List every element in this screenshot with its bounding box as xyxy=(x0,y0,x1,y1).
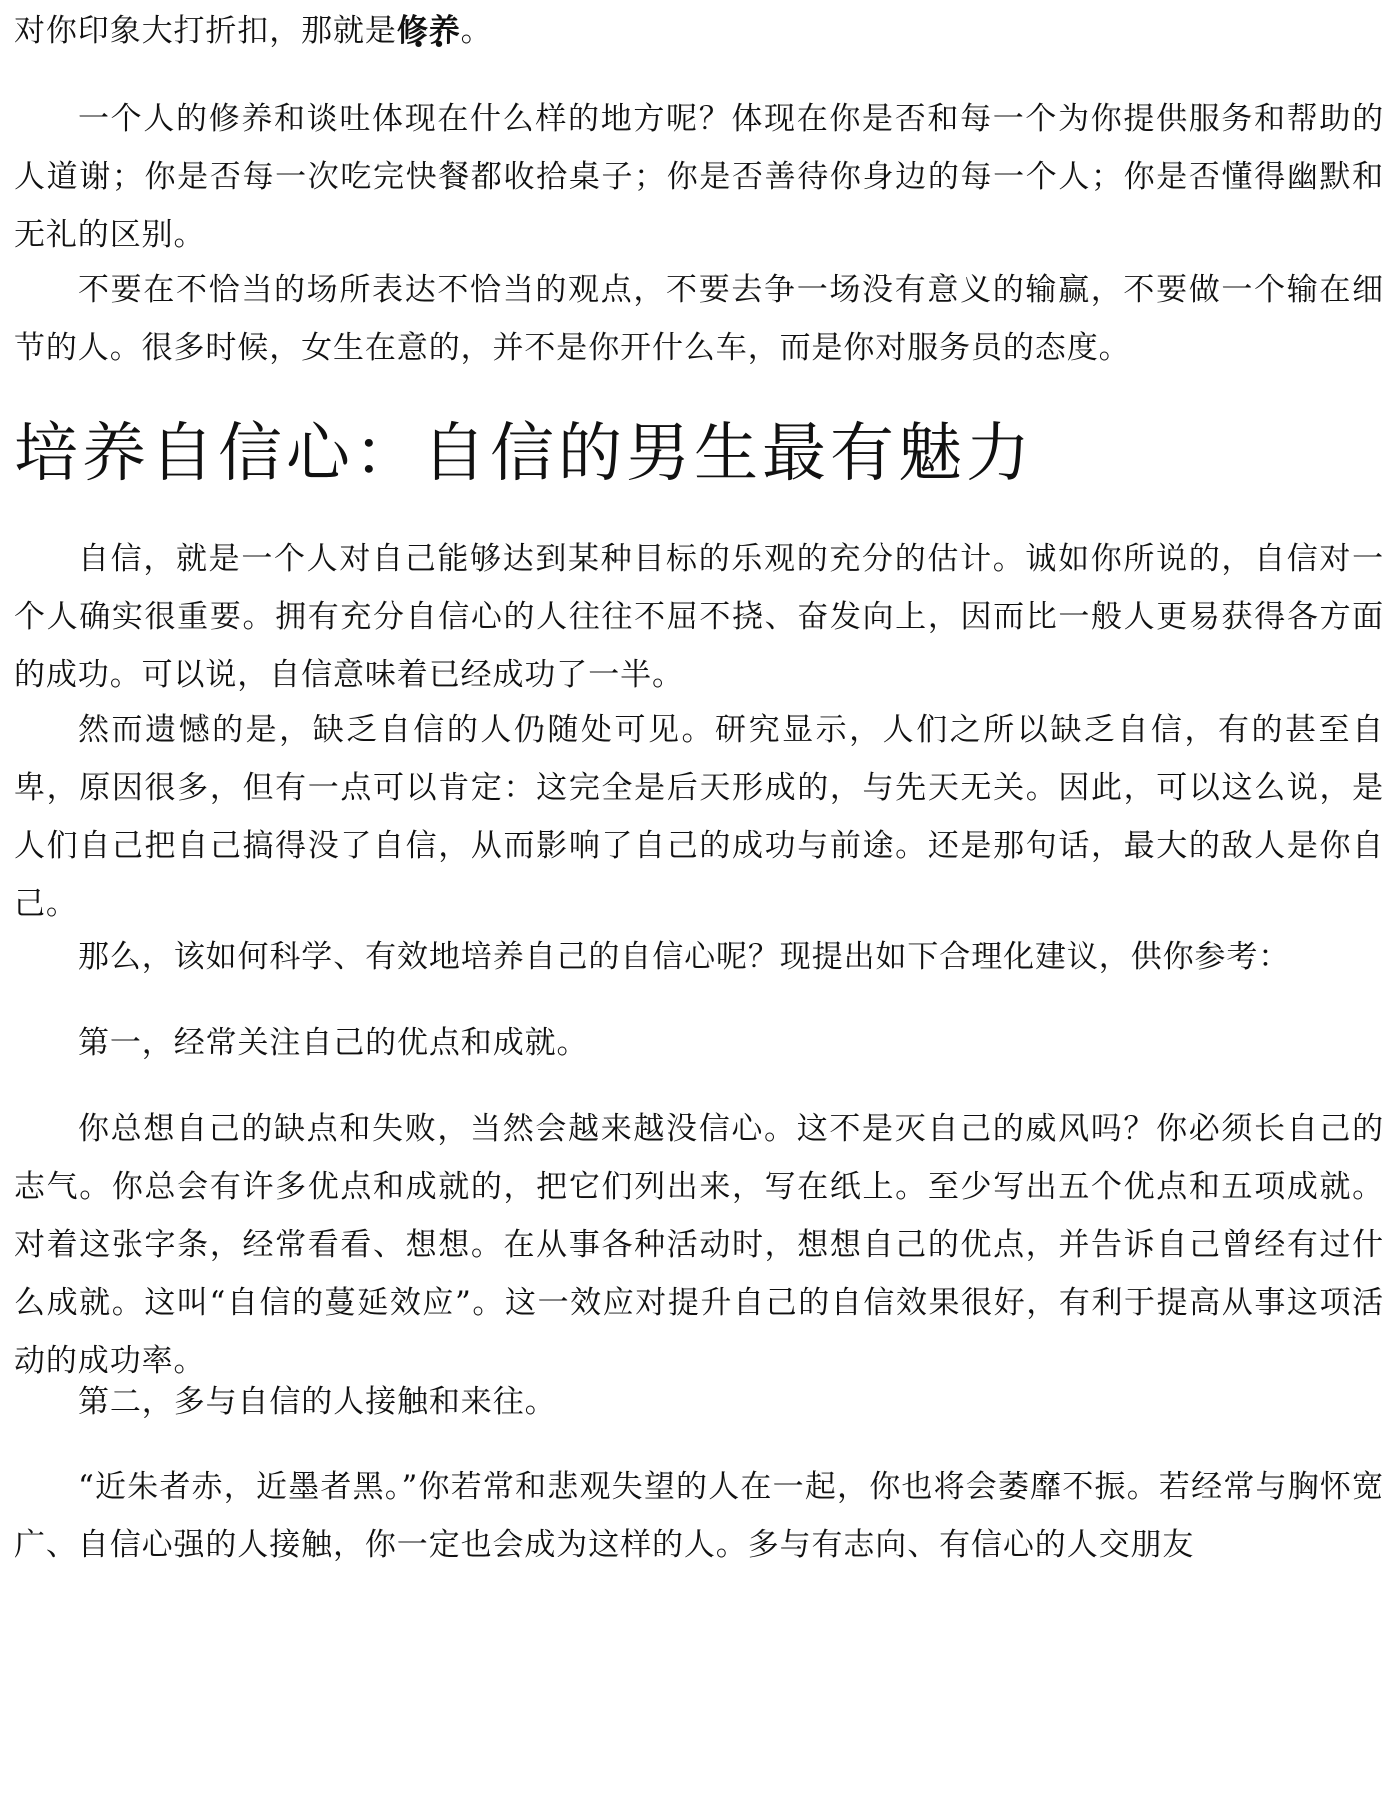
section-heading: 培养自信心：自信的男生最有魅力 xyxy=(14,417,1034,491)
intro-line xyxy=(14,2,1384,60)
paragraph: “近朱者赤，近墨者黑。”你若常和悲观失望的人在一起，你也将会萎靡不振。若经常与胸怀宽广、自信心强的人接触，你一定也会成为这样的人。多与有志向、有信心的人交朋友 xyxy=(14,1469,1384,1563)
list-heading-second: 第二，多与自信的人接触和来往。 xyxy=(78,1384,557,1420)
document-page xyxy=(14,0,1384,1800)
paragraph: 一个人的修养和谈吐体现在什么样的地方呢？体现在你是否和每一个为你提供服务和帮助的人道谢；你是否每一次吃完快餐都收拾桌子；你是否善待你身边的每一个人；你是否懂得幽默和无礼的区别。 xyxy=(14,101,1384,253)
paragraph: 那么，该如何科学、有效地培养自己的自信心呢？现提出如下合理化建议，供你参考： xyxy=(78,939,1291,975)
paragraph: 然而遗憾的是，缺乏自信的人仍随处可见。研究显示，人们之所以缺乏自信，有的甚至自卑，原因很多，但有一点可以肯定：这完全是后天形成的，与先天无关。因此，可以这么说，是人们自己把自己搞得没了自信，从而影响了自己的成功与前途。还是那句话，最大的敌人是你自己。 xyxy=(14,712,1384,922)
paragraph: 自信，就是一个人对自己能够达到某种目标的乐观的充分的估计。诚如你所说的，自信对一个人确实很重要。拥有充分自信心的人往往不屈不挠、奋发向上，因而比一般人更易获得各方面的成功。可以说，自信意味着已经成功了一半。 xyxy=(14,541,1384,693)
paragraph: 不要在不恰当的场所表达不恰当的观点，不要去争一场没有意义的输赢，不要做一个输在细节的人。很多时候，女生在意的，并不是你开什么车，而是你对服务员的态度。 xyxy=(14,272,1384,366)
list-heading-first: 第一，经常关注自己的优点和成就。 xyxy=(78,1025,589,1061)
paragraph: 你总想自己的缺点和失败，当然会越来越没信心。这不是灭自己的威风吗？你必须长自己的志气。你总会有许多优点和成就的，把它们列出来，写在纸上。至少写出五个优点和五项成就。对着这张字条，经常看看、想想。在从事各种活动时，想想自己的优点，并告诉自己曾经有过什么成就。这叫“自信的蔓延效应”。这一效应对提升自己的自信效果很好，有利于提高从事这项活动的成功率。 xyxy=(14,1111,1384,1379)
emphasized-word: 修养 • • xyxy=(397,2,461,60)
intro-line-text: 对你印象大打折扣，那就是 xyxy=(14,13,397,49)
intro-line-punct: 。 xyxy=(460,13,493,49)
